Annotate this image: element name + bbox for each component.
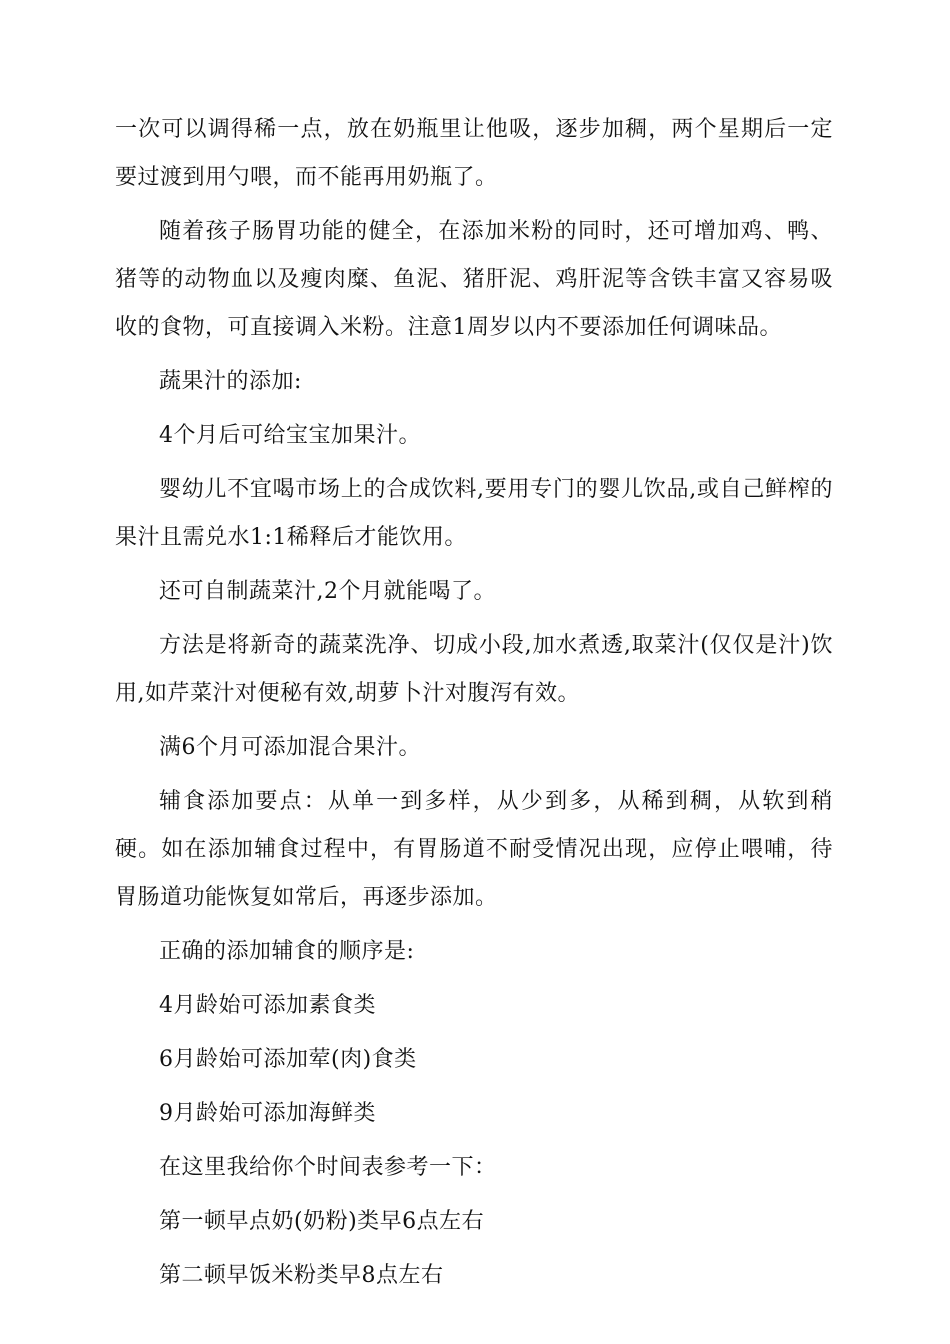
schedule-item-second-meal: 第二顿早饭米粉类早8点左右 <box>159 1263 444 1288</box>
heading-juice-adding: 蔬果汁的添加: <box>159 369 302 394</box>
list-item-4-months: 4月龄始可添加素食类 <box>159 993 376 1018</box>
schedule-item-first-meal: 第一顿早点奶(奶粉)类早6点左右 <box>159 1209 485 1234</box>
paragraph-bottle-feeding: 一次可以调得稀一点，放在奶瓶里让他吸，逐步加稠，两个星期后一定要过渡到用勺喂，而不能再用奶瓶了。 <box>115 117 833 190</box>
paragraph-schedule-intro: 在这里我给你个时间表参考一下： <box>159 1155 497 1180</box>
paragraph-vegetable-juice: 还可自制蔬菜汁,2个月就能喝了。 <box>159 579 496 604</box>
list-item-9-months: 9月龄始可添加海鲜类 <box>159 1101 376 1126</box>
paragraph-4-months-juice: 4个月后可给宝宝加果汁。 <box>159 423 421 448</box>
list-item-6-months: 6月龄始可添加荤(肉)食类 <box>159 1047 417 1072</box>
paragraph-no-synthetic-drinks: 婴幼儿不宜喝市场上的合成饮料,要用专门的婴儿饮品,或自己鲜榨的果汁且需兑水1:1稀释后才能饮用。 <box>115 477 833 550</box>
document-body <box>115 106 833 1306</box>
paragraph-juice-method: 方法是将新奇的蔬菜洗净、切成小段,加水煮透,取菜汁(仅仅是汁)饮用,如芹菜汁对便秘有效,胡萝卜汁对腹泻有效。 <box>115 633 833 706</box>
paragraph-feeding-key-points: 辅食添加要点：从单一到多样，从少到多，从稀到稠，从软到稍硬。如在添加辅食过程中，有胃肠道不耐受情况出现，应停止喂哺，待胃肠道功能恢复如常后，再逐步添加。 <box>115 789 833 910</box>
paragraph-6-months-mixed-juice: 满6个月可添加混合果汁。 <box>159 735 421 760</box>
paragraph-iron-foods: 随着孩子肠胃功能的健全，在添加米粉的同时，还可增加鸡、鸭、猪等的动物血以及瘦肉糜、鱼泥、猪肝泥、鸡肝泥等含铁丰富又容易吸收的食物，可直接调入米粉。注意1周岁以内不要添加任何调味品。 <box>115 219 833 340</box>
heading-feeding-order: 正确的添加辅食的顺序是: <box>159 939 415 964</box>
